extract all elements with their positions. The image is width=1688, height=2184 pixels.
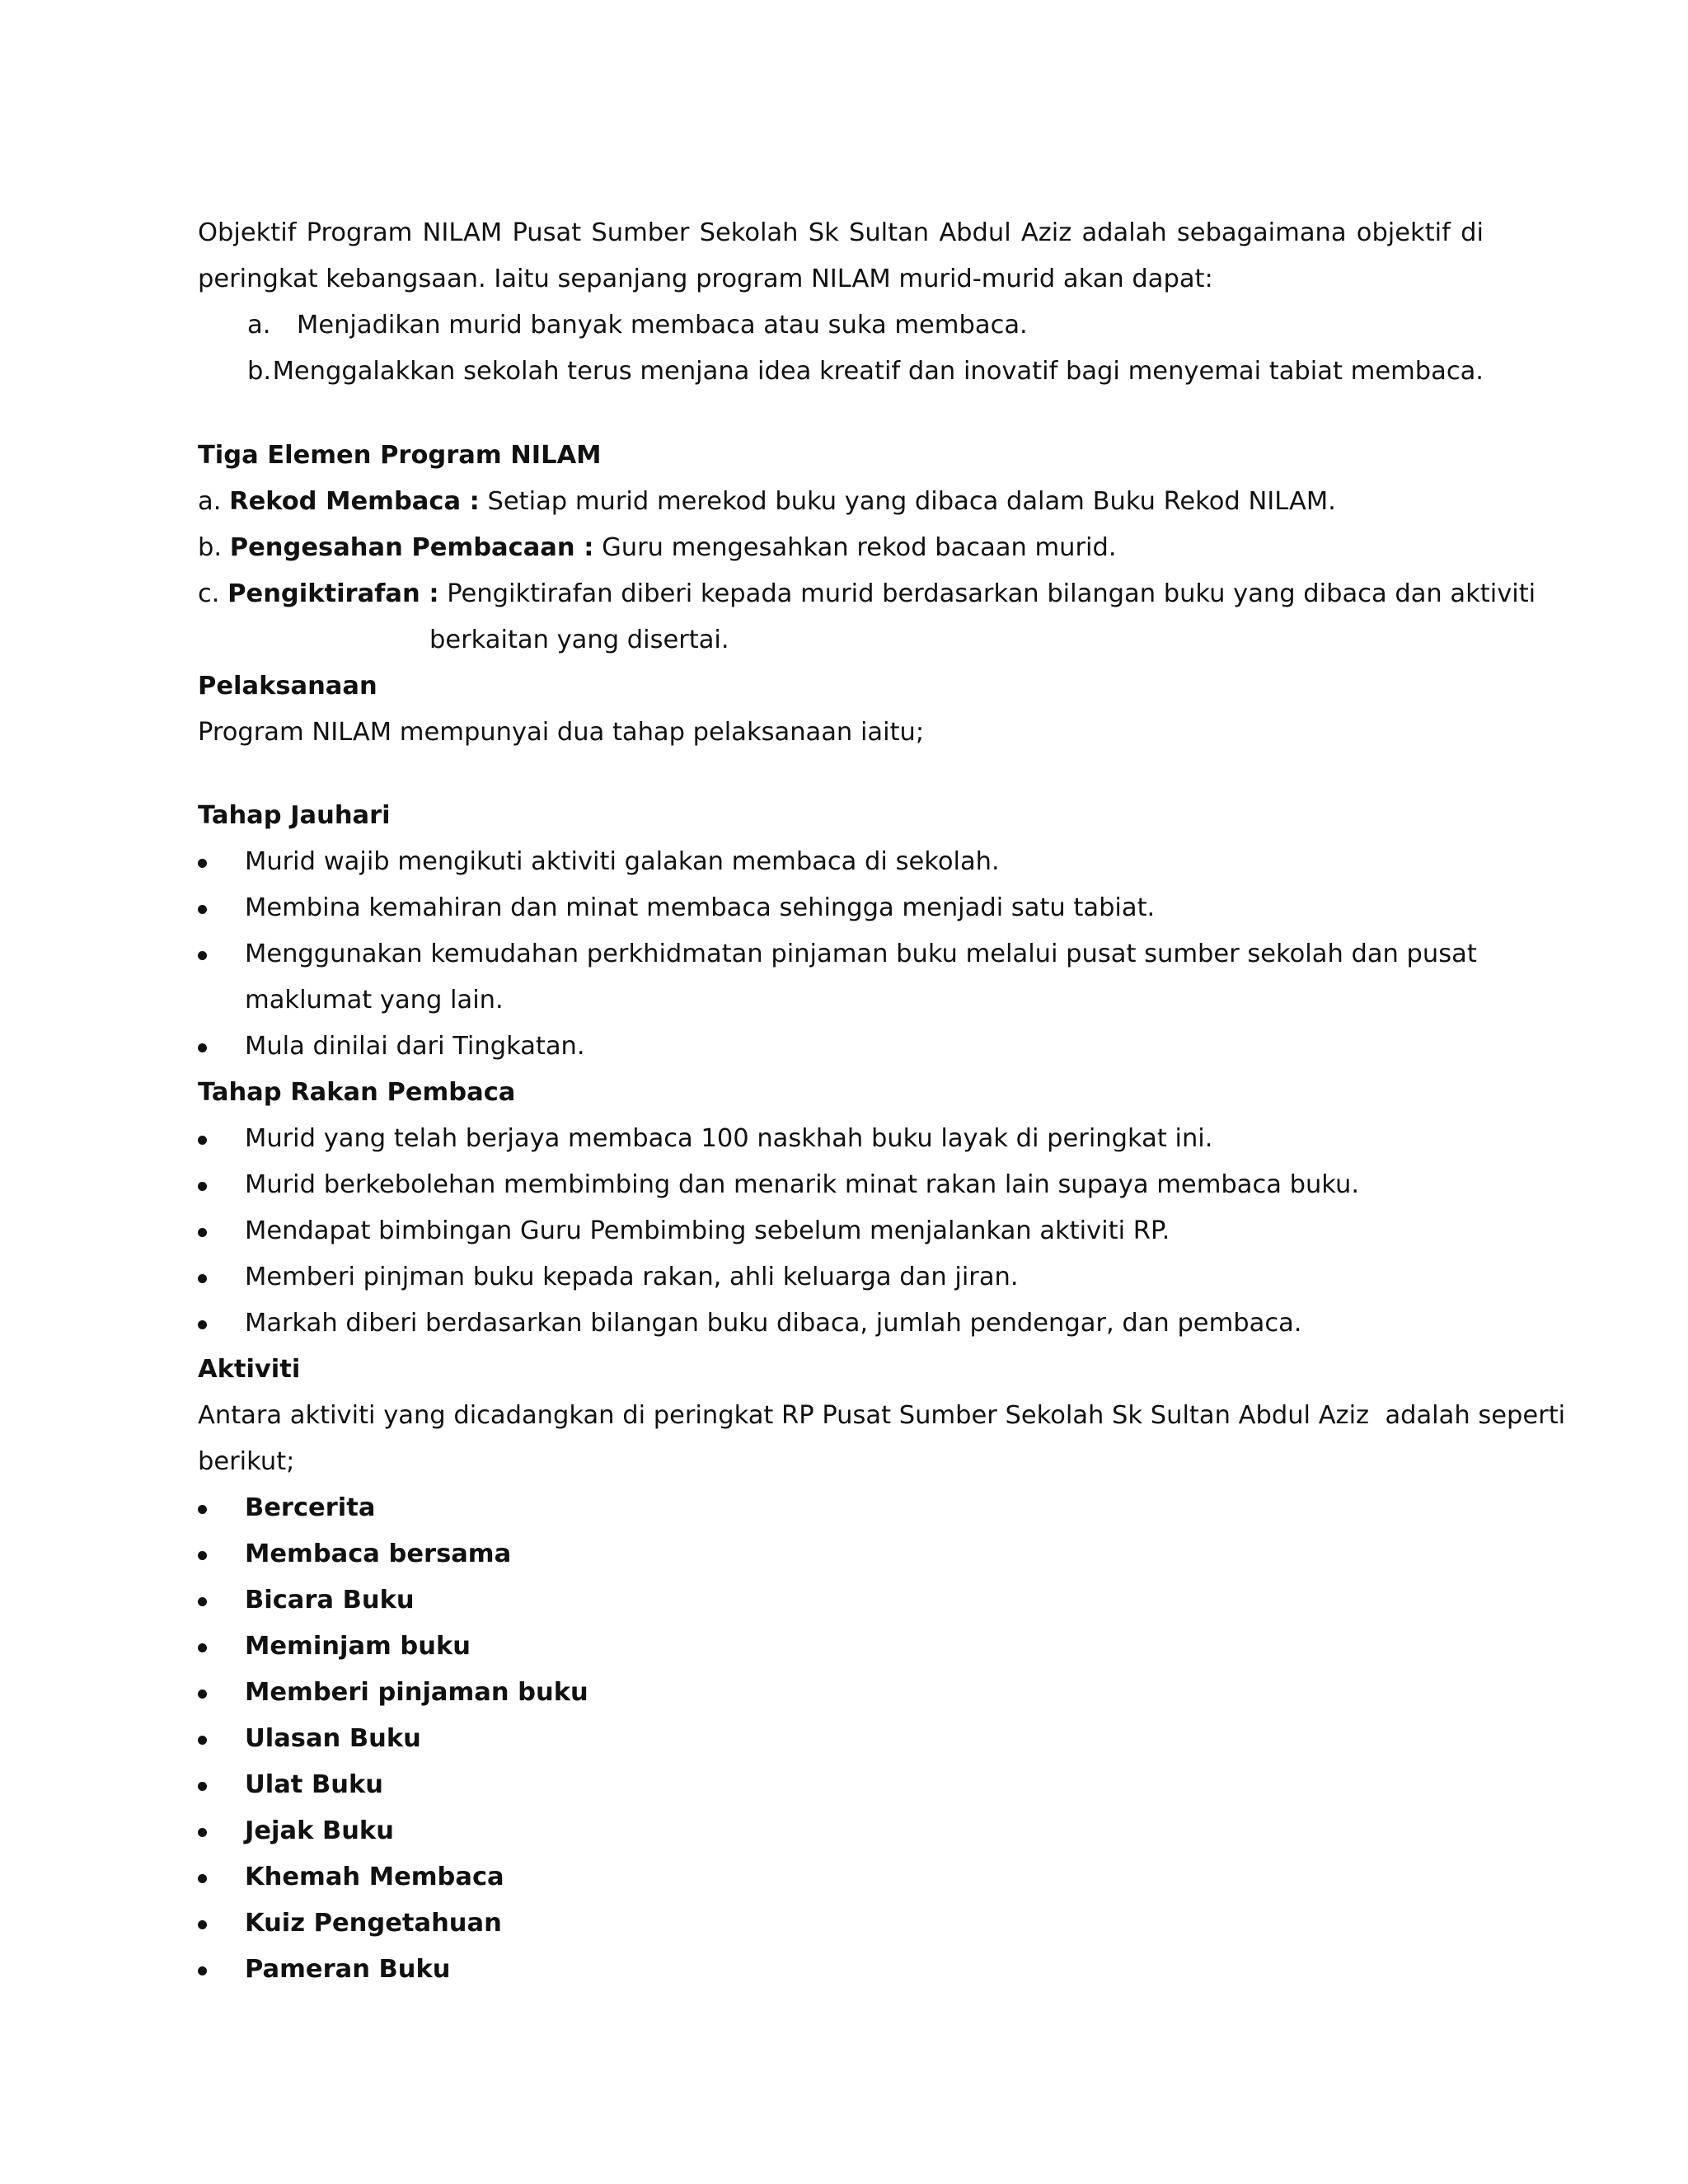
activity-item <box>198 1577 1484 1624</box>
spacer <box>198 756 1484 793</box>
intro-word: Aziz <box>1020 218 1072 247</box>
bullet-icon <box>198 931 245 977</box>
activity-item <box>198 1947 1484 1993</box>
bullet-icon <box>198 1808 245 1854</box>
list-item-text: Menggunakan kemudahan perkhidmatan pinjaman buku melalui pusat sumber sekolah dan pusat <box>245 940 1477 968</box>
activity-item <box>198 1900 1484 1947</box>
bullet-icon <box>198 1577 245 1624</box>
activity-item-text: Jejak Buku <box>245 1816 394 1845</box>
element-label: Pengiktirafan : <box>227 579 439 608</box>
section-heading-pelaksanaan: Pelaksanaan <box>198 672 377 701</box>
intro-word: Sumber <box>591 218 690 247</box>
list-marker: a. <box>247 311 271 340</box>
bullet-icon <box>198 1485 245 1531</box>
intro-word: adalah <box>1081 218 1167 247</box>
spacer <box>198 395 1484 433</box>
objective-item <box>198 349 1484 395</box>
aktiviti-text: Antara aktiviti yang dicadangkan di peringkat RP Pusat Sumber Sekolah Sk Sultan Abdul Aziz adalah seperti <box>198 1401 1566 1430</box>
activity-item-text: Pameran Buku <box>245 1955 451 1984</box>
intro-word: Objektif <box>198 218 297 247</box>
activity-item-text: Memberi pinjaman buku <box>245 1678 588 1707</box>
list-marker: b. <box>247 357 272 386</box>
bullet-icon <box>198 885 245 931</box>
section-heading-jauhari: Tahap Jauhari <box>198 801 391 830</box>
intro-word: objektif <box>1356 218 1451 247</box>
bullet-icon <box>198 1900 245 1947</box>
intro-word: sebagaimana <box>1176 218 1347 247</box>
list-item-text: Membina kemahiran dan minat membaca sehingga menjadi satu tabiat. <box>245 893 1156 922</box>
list-marker: a. <box>198 487 222 516</box>
list-item <box>198 1162 1484 1208</box>
intro-word: Sultan <box>848 218 930 247</box>
bullet-icon <box>198 1624 245 1670</box>
bullet-icon <box>198 1024 245 1070</box>
intro-word: Abdul <box>939 218 1011 247</box>
document-page <box>198 210 1566 1993</box>
intro-line-1 <box>198 210 1484 256</box>
activity-item <box>198 1716 1484 1762</box>
activity-item-text: Meminjam buku <box>245 1632 471 1661</box>
list-item <box>198 885 1484 931</box>
bullet-icon <box>198 1716 245 1762</box>
objective-text: Menjadikan murid banyak membaca atau suka membaca. <box>297 311 1028 340</box>
list-marker: b. <box>198 533 223 562</box>
activity-item <box>198 1624 1484 1670</box>
element-item <box>198 525 1484 571</box>
bullet-icon <box>198 1116 245 1162</box>
intro-word: di <box>1461 218 1484 247</box>
bullet-icon <box>198 839 245 885</box>
list-item-text: Murid berkebolehan membimbing dan menarik minat rakan lain supaya membaca buku. <box>245 1170 1360 1199</box>
list-item <box>198 931 1484 977</box>
element-label: Pengesahan Pembacaan : <box>229 533 594 562</box>
bullet-icon <box>198 1162 245 1208</box>
activity-item <box>198 1808 1484 1854</box>
bullet-icon <box>198 1670 245 1716</box>
bullet-icon <box>198 1208 245 1254</box>
list-item <box>198 1301 1484 1347</box>
intro-word: NILAM <box>422 218 503 247</box>
activity-item-text: Membaca bersama <box>245 1540 512 1568</box>
objective-item <box>198 302 1484 349</box>
pelaksanaan-text: Program NILAM mempunyai dua tahap pelaksanaan iaitu; <box>198 718 925 747</box>
intro-word: Sekolah <box>699 218 799 247</box>
activity-item <box>198 1670 1484 1716</box>
element-label: Rekod Membaca : <box>229 487 480 516</box>
list-item <box>198 839 1484 885</box>
objective-text: Menggalakkan sekolah terus menjana idea kreatif dan inovatif bagi menyemai tabiat membaca. <box>272 357 1484 386</box>
intro-word: Program <box>306 218 413 247</box>
activity-item-text: Bicara Buku <box>245 1586 415 1615</box>
list-item-text: Murid wajib mengikuti aktiviti galakan membaca di sekolah. <box>245 847 1000 876</box>
intro-word: Sk <box>808 218 839 247</box>
aktiviti-text-continued: berikut; <box>198 1447 295 1476</box>
bullet-icon <box>198 1254 245 1301</box>
activity-item-text: Khemah Membaca <box>245 1863 504 1891</box>
section-heading-rakan: Tahap Rakan Pembaca <box>198 1078 516 1107</box>
activity-item <box>198 1762 1484 1808</box>
bullet-icon <box>198 1762 245 1808</box>
element-item <box>198 479 1484 525</box>
list-item-text: Murid yang telah berjaya membaca 100 naskhah buku layak di peringkat ini. <box>245 1124 1213 1153</box>
list-item-text: Memberi pinjman buku kepada rakan, ahli keluarga dan jiran. <box>245 1263 1019 1291</box>
activity-item-text: Kuiz Pengetahuan <box>245 1909 502 1938</box>
list-marker: c. <box>198 579 220 608</box>
list-item <box>198 1024 1484 1070</box>
section-heading-elemen: Tiga Elemen Program NILAM <box>198 441 602 470</box>
section-heading-aktiviti: Aktiviti <box>198 1355 301 1384</box>
activity-item-text: Bercerita <box>245 1493 376 1522</box>
activity-item-text: Ulasan Buku <box>245 1724 421 1753</box>
bullet-icon <box>198 1854 245 1900</box>
element-text: Pengiktirafan diberi kepada murid berdasarkan bilangan buku yang dibaca dan aktiviti <box>447 579 1536 608</box>
bullet-icon <box>198 1947 245 1993</box>
list-item-text: Mula dinilai dari Tingkatan. <box>245 1032 585 1061</box>
activity-item-text: Ulat Buku <box>245 1770 383 1799</box>
element-text: Setiap murid merekod buku yang dibaca dalam Buku Rekod NILAM. <box>487 487 1336 516</box>
list-item-text: Mendapat bimbingan Guru Pembimbing sebelum menjalankan aktiviti RP. <box>245 1216 1170 1245</box>
element-item <box>198 571 1536 617</box>
bullet-icon <box>198 1301 245 1347</box>
activity-item <box>198 1854 1484 1900</box>
element-text: Guru mengesahkan rekod bacaan murid. <box>602 533 1117 562</box>
element-text-continued: berkaitan yang disertai. <box>429 626 729 654</box>
list-item <box>198 1208 1484 1254</box>
bullet-icon <box>198 1531 245 1577</box>
list-item <box>198 1254 1484 1301</box>
activity-item <box>198 1485 1484 1531</box>
list-item <box>198 1116 1484 1162</box>
intro-line-2: peringkat kebangsaan. Iaitu sepanjang program NILAM murid-murid akan dapat: <box>198 265 1213 293</box>
intro-word: Pusat <box>512 218 582 247</box>
list-item-text: Markah diberi berdasarkan bilangan buku dibaca, jumlah pendengar, dan pembaca. <box>245 1309 1302 1338</box>
activity-item <box>198 1531 1484 1577</box>
list-item-text-continued: maklumat yang lain. <box>245 986 504 1015</box>
